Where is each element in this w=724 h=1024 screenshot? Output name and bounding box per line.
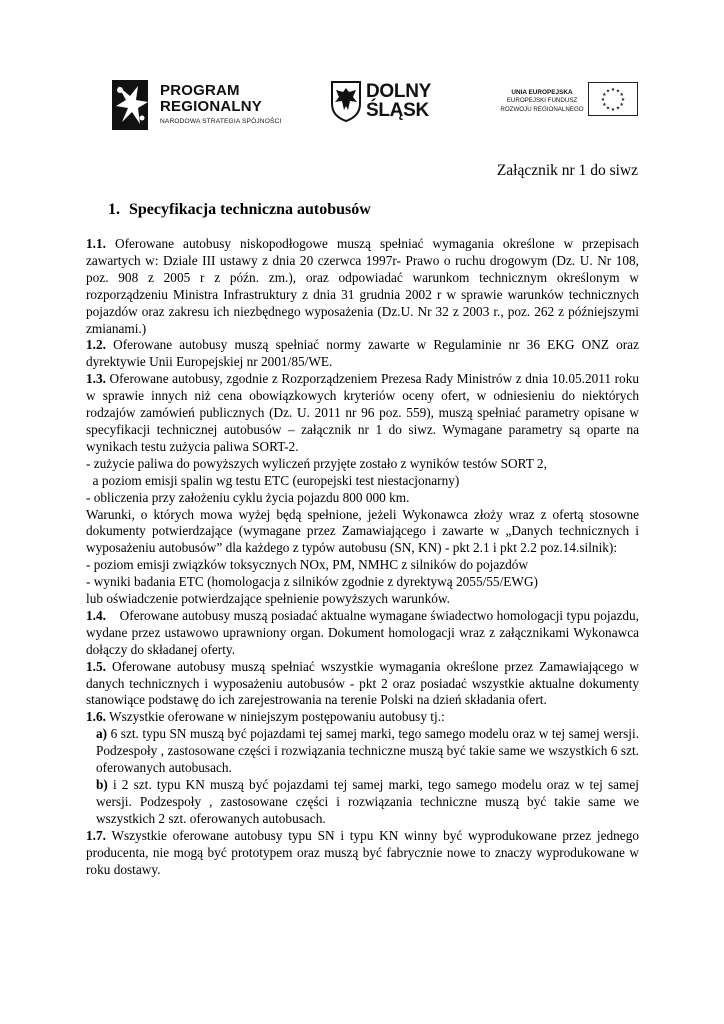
paragraph-1-4: 1.4. Oferowane autobusy muszą posiadać aktualne wymagane świadectwo homologacji typu pojazdu, wydane przez ustawowo uprawniony organ. Dokument homologacji wraz z załącznikami Wykonawca dołączy do składanej oferty. xyxy=(86,607,643,657)
dolny-slask-logo xyxy=(330,80,450,126)
eu-star-icon: ★ xyxy=(610,107,616,113)
section-number: 1. xyxy=(108,201,120,218)
paragraph-statement: lub oświadczenie potwierdzające spełnienie powyższych warunków. xyxy=(86,591,450,607)
program-regionalny-emblem-icon xyxy=(108,78,154,132)
paragraph-1-3: 1.3. Oferowane autobusy, zgodnie z Rozporządzeniem Prezesa Rady Ministrów z dnia 10.05.2011 roku w sprawie innych niż cena obowiązkowych kryteriów oceny ofert, w odniesieniu do niektórych rodzajów zamówień publicznych (Dz. U. 2011 nr 96 poz. 559), muszą spełniać parametry opisane w specyfikacji technicznej autobusów – załącznik nr 1 do siwz. Wymagane parametry są oparte na wynikach testu zużycia paliwa SORT-2. xyxy=(86,371,639,454)
program-logo-line2: REGIONALNY xyxy=(160,98,263,115)
paragraph-1-7: 1.7. Wszystkie oferowane autobusy typu SN i typu KN winny być wyprodukowane przez jednego producenta, nie mogą być prototypem oraz muszą być fabrycznie nowe to znaczy wyprodukowane w roku dostawy. xyxy=(86,827,639,877)
eu-star-icon: ★ xyxy=(619,102,624,108)
list-line-toxic: - poziom emisji związków toksycznych NOx, PM, NMHC z silników do pojazdów xyxy=(86,557,529,573)
document-body xyxy=(86,236,643,878)
list-line-fuel: - zużycie paliwa do powyższych wyliczeń przyjęte zostało z wyników testów SORT 2, xyxy=(86,455,547,471)
eu-star-icon: ★ xyxy=(600,97,606,103)
eu-star-icon: ★ xyxy=(605,88,611,95)
eu-star-icon: ★ xyxy=(610,87,616,93)
eu-star-icon: ★ xyxy=(619,92,624,98)
annex-label: Załącznik nr 1 do siwz xyxy=(496,162,638,179)
section-heading xyxy=(108,201,371,219)
list-line-emission: a poziom emisji spalin wg testu ETC (europejski test niestacjonarny) xyxy=(86,472,460,488)
paragraph-conditions: Warunki, o których mowa wyżej będą spełnione, jeżeli Wykonawca złoży wraz z ofertą stosowne dokumenty potwierdzające (wymagane przez Zamawiającego i zawarte w „Danych technicznych i wyposażeniu autobusów” dla każdego z typów autobusu (SN, KN) - pkt 2.1 i pkt 2.2 poz.14.silnik): xyxy=(86,506,639,556)
paragraph-1-6-a: a) 6 szt. typu SN muszą być pojazdami tej samej marki, tego samego modelu oraz w tej samej wersji. Podzespoły , zastosowane części i rozwiązania techniczne muszą być takie same we wszystkich 6 szt. oferowanych autobusach. xyxy=(96,726,639,776)
eu-star-icon: ★ xyxy=(605,105,611,112)
eu-star-icon: ★ xyxy=(602,102,607,108)
list-line-lifecycle: - obliczenia przy założeniu cyklu życia pojazdu 800 000 km. xyxy=(86,489,410,505)
eu-star-icon: ★ xyxy=(615,105,621,112)
eagle-crest-icon xyxy=(330,80,362,122)
eu-logo-line2: EUROPEJSKI FUNDUSZ xyxy=(506,97,578,104)
dolny-slask-line2: ŚLĄSK xyxy=(366,100,429,121)
paragraph-1-2: 1.2. Oferowane autobusy muszą spełniać normy zawarte w Regulaminie nr 36 EKG ONZ oraz dyrektywie Unii Europejskiej nr 2001/85/WE. xyxy=(86,337,639,370)
eu-logo-line1: UNIA EUROPEJSKA xyxy=(511,89,573,96)
list-line-etc: - wyniki badania ETC (homologacja z silników zgodnie z dyrektywą 2055/55/EWG) xyxy=(86,574,538,590)
dolny-slask-line1: DOLNY xyxy=(366,81,432,102)
eu-logo xyxy=(490,82,640,126)
eu-star-icon: ★ xyxy=(615,88,621,95)
program-logo-subtitle: NARODOWA STRATEGIA SPÓJNOŚCI xyxy=(160,118,282,125)
paragraph-1-5: 1.5. Oferowane autobusy muszą spełniać wszystkie wymagania określone przez Zamawiającego w danych technicznych i wyposażeniu autobusów - pkt 2 oraz posiadać wszystkie aktualne dokumenty stanowiące podstawę do ich zarejestrowania na terenie Polski na dzień składania ofert. xyxy=(86,658,639,708)
paragraph-1-6-b: b) i 2 szt. typu KN muszą być pojazdami tej samej marki, tego samego modelu oraz w tej samej wersji. Podzespoły , zastosowane części i rozwiązania techniczne muszą być takie same we wszystkich 2 szt. oferowanych autobusach. xyxy=(96,777,639,826)
eu-star-icon: ★ xyxy=(620,97,626,103)
paragraph-1-1: 1.1. Oferowane autobusy niskopodłogowe muszą spełniać wymagania określone w przepisach zawartych w: Dziale III ustawy z dnia 20 czerwca 1997r- Prawo o ruchu drogowym (Dz. U. Nr 108, poz. 908 z 2005 r z późn. zm.), oraz odpowiadać warunkom technicznym określonym w rozporządzeniu Ministra Infrastruktury z dnia 31 grudnia 2002 r w sprawie warunków technicznych pojazdów oraz zakresu ich niezbędnego wyposażenia (Dz.U. Nr 32 z 2003 r., poz. 262 z późniejszymi zmianami.) xyxy=(86,236,639,336)
eu-flag-icon xyxy=(588,82,638,116)
paragraph-1-6: 1.6. Wszystkie oferowane w niniejszym postępowaniu autobusy tj.: xyxy=(86,709,445,725)
program-logo-line1: PROGRAM xyxy=(160,82,240,99)
header-logos xyxy=(108,78,638,142)
program-regionalny-logo xyxy=(108,78,308,134)
section-title: Specyfikacja techniczna autobusów xyxy=(129,201,371,218)
eu-star-icon: ★ xyxy=(602,92,607,98)
eu-logo-line3: ROZWOJU REGIONALNEGO xyxy=(500,105,584,113)
